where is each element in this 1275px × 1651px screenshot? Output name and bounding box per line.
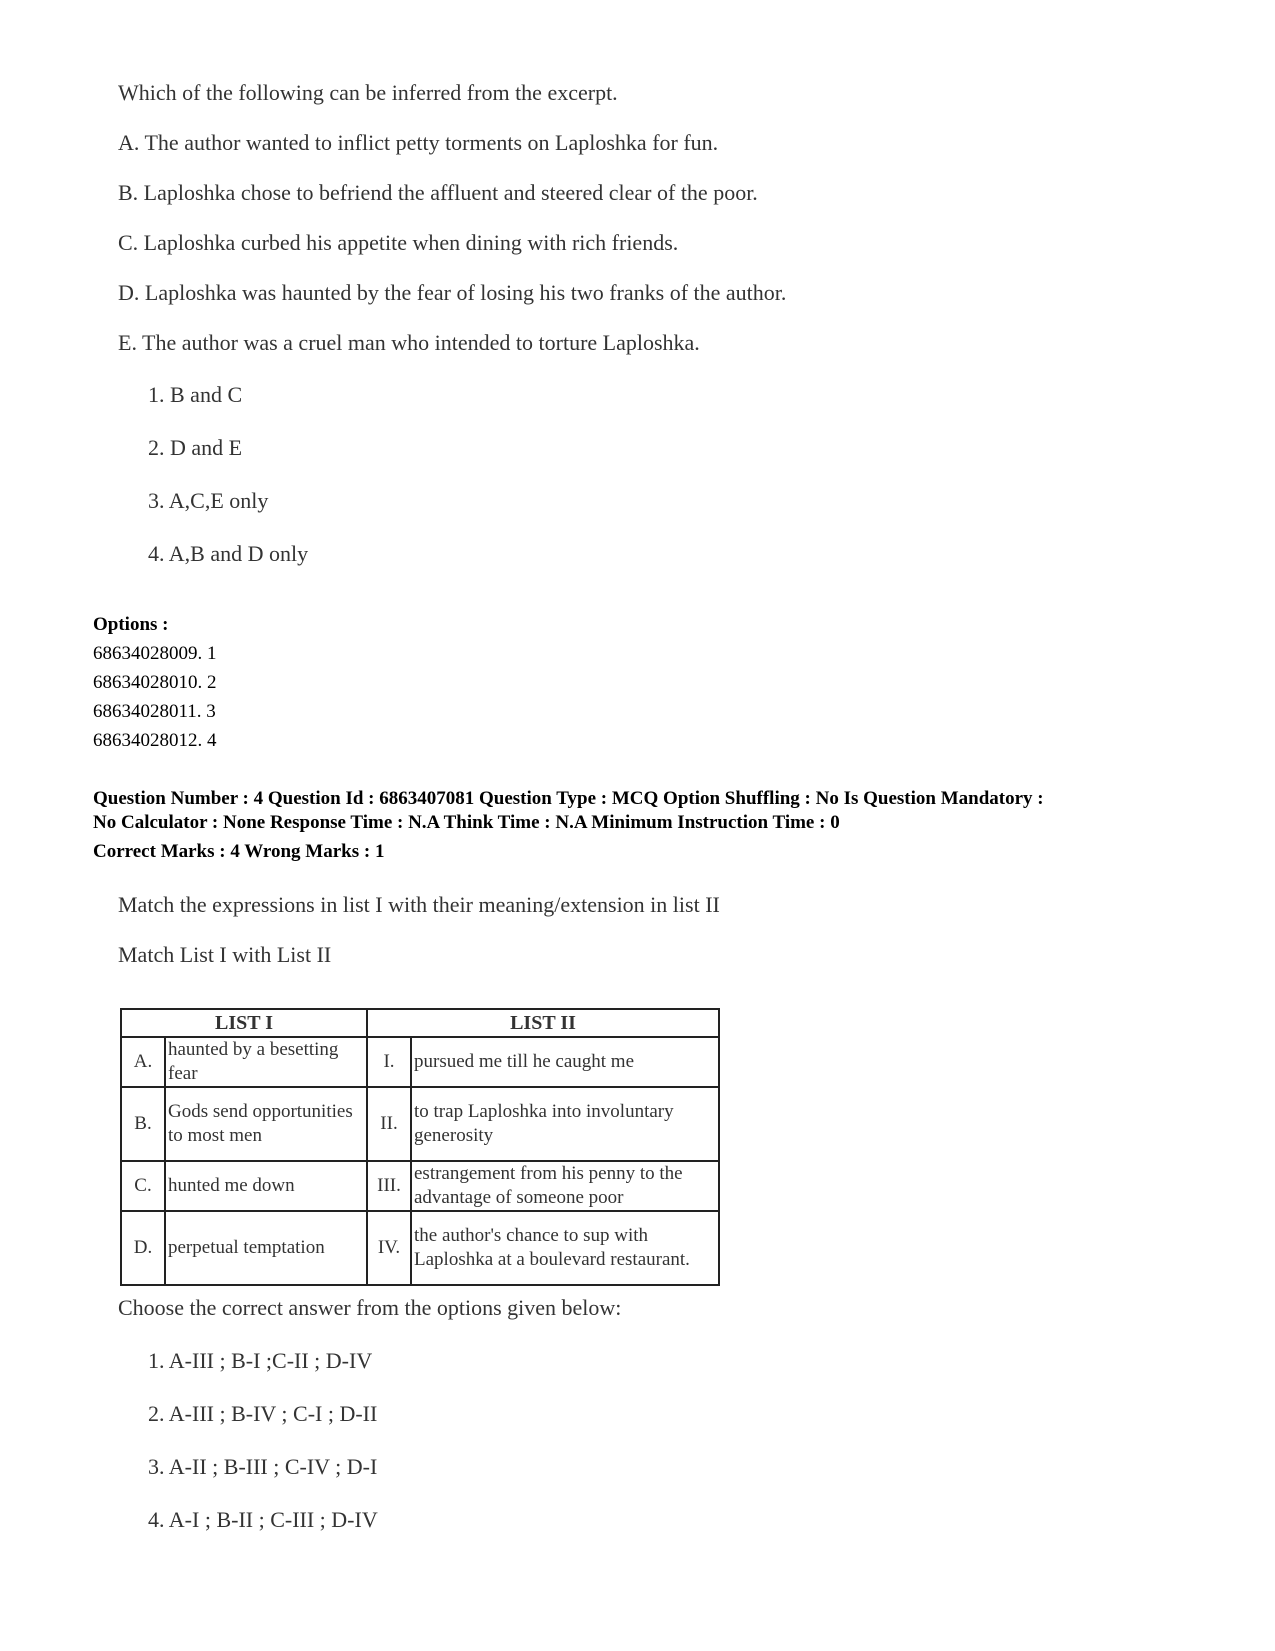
list2-item: pursued me till he caught me [411,1037,719,1087]
q4-choice-4: 4. A-I ; B-II ; C-III ; D-IV [148,1507,378,1532]
row-roman: III. [367,1161,411,1211]
q3-choice-3: 3. A,C,E only [148,488,269,513]
option-id-2: 68634028010. 2 [93,672,217,693]
row-roman: II. [367,1087,411,1161]
row-roman: IV. [367,1211,411,1285]
option-id-3: 68634028011. 3 [93,701,216,722]
table-row [121,1087,719,1161]
row-letter: C. [121,1161,165,1211]
option-id-4: 68634028012. 4 [93,730,217,751]
row-letter: A. [121,1037,165,1087]
options-label: Options : [93,614,169,635]
list2-item: the author's chance to sup with Laploshka at a boulevard restaurant. [411,1211,719,1285]
list1-header: LIST I [121,1009,367,1037]
table-row [121,1211,719,1285]
table-row [121,1037,719,1087]
list2-header: LIST II [367,1009,719,1037]
q4-stem-2: Match List I with List II [118,942,332,967]
match-table [120,1008,720,1286]
table-row [121,1161,719,1211]
q3-statement-d: D. Laploshka was haunted by the fear of losing his two franks of the author. [118,280,787,305]
table-header-row [121,1009,719,1037]
q3-choice-1: 1. B and C [148,382,243,407]
row-letter: D. [121,1211,165,1285]
q4-choice-2: 2. A-III ; B-IV ; C-I ; D-II [148,1401,378,1426]
q3-stem: Which of the following can be inferred from the excerpt. [118,80,618,105]
list1-item: hunted me down [165,1161,367,1211]
q3-statement-a: A. The author wanted to inflict petty torments on Laploshka for fun. [118,130,719,155]
option-id-1: 68634028009. 1 [93,643,217,664]
q4-meta-line1: Question Number : 4 Question Id : 6863407081 Question Type : MCQ Option Shuffling : No Is Question Mandatory : [93,788,1044,809]
q3-statement-e: E. The author was a cruel man who intended to torture Laploshka. [118,330,700,355]
list1-item: perpetual temptation [165,1211,367,1285]
q3-choice-4: 4. A,B and D only [148,541,309,566]
q4-meta-line2: No Calculator : None Response Time : N.A Think Time : N.A Minimum Instruction Time : 0 [93,812,840,833]
q3-statement-c: C. Laploshka curbed his appetite when dining with rich friends. [118,230,679,255]
q3-statement-b: B. Laploshka chose to befriend the affluent and steered clear of the poor. [118,180,758,205]
list1-item: Gods send opportunities to most men [165,1087,367,1161]
q3-choice-2: 2. D and E [148,435,243,460]
q4-choice-1: 1. A-III ; B-I ;C-II ; D-IV [148,1348,373,1373]
q4-meta-line3: Correct Marks : 4 Wrong Marks : 1 [93,841,385,862]
list2-item: to trap Laploshka into involuntary generosity [411,1087,719,1161]
q4-stem-1: Match the expressions in list I with their meaning/extension in list II [118,892,720,917]
list2-item: estrangement from his penny to the advantage of someone poor [411,1161,719,1211]
row-letter: B. [121,1087,165,1161]
q4-choice-3: 3. A-II ; B-III ; C-IV ; D-I [148,1454,378,1479]
row-roman: I. [367,1037,411,1087]
q4-choose-prompt: Choose the correct answer from the options given below: [118,1295,622,1320]
list1-item: haunted by a besetting fear [165,1037,367,1087]
